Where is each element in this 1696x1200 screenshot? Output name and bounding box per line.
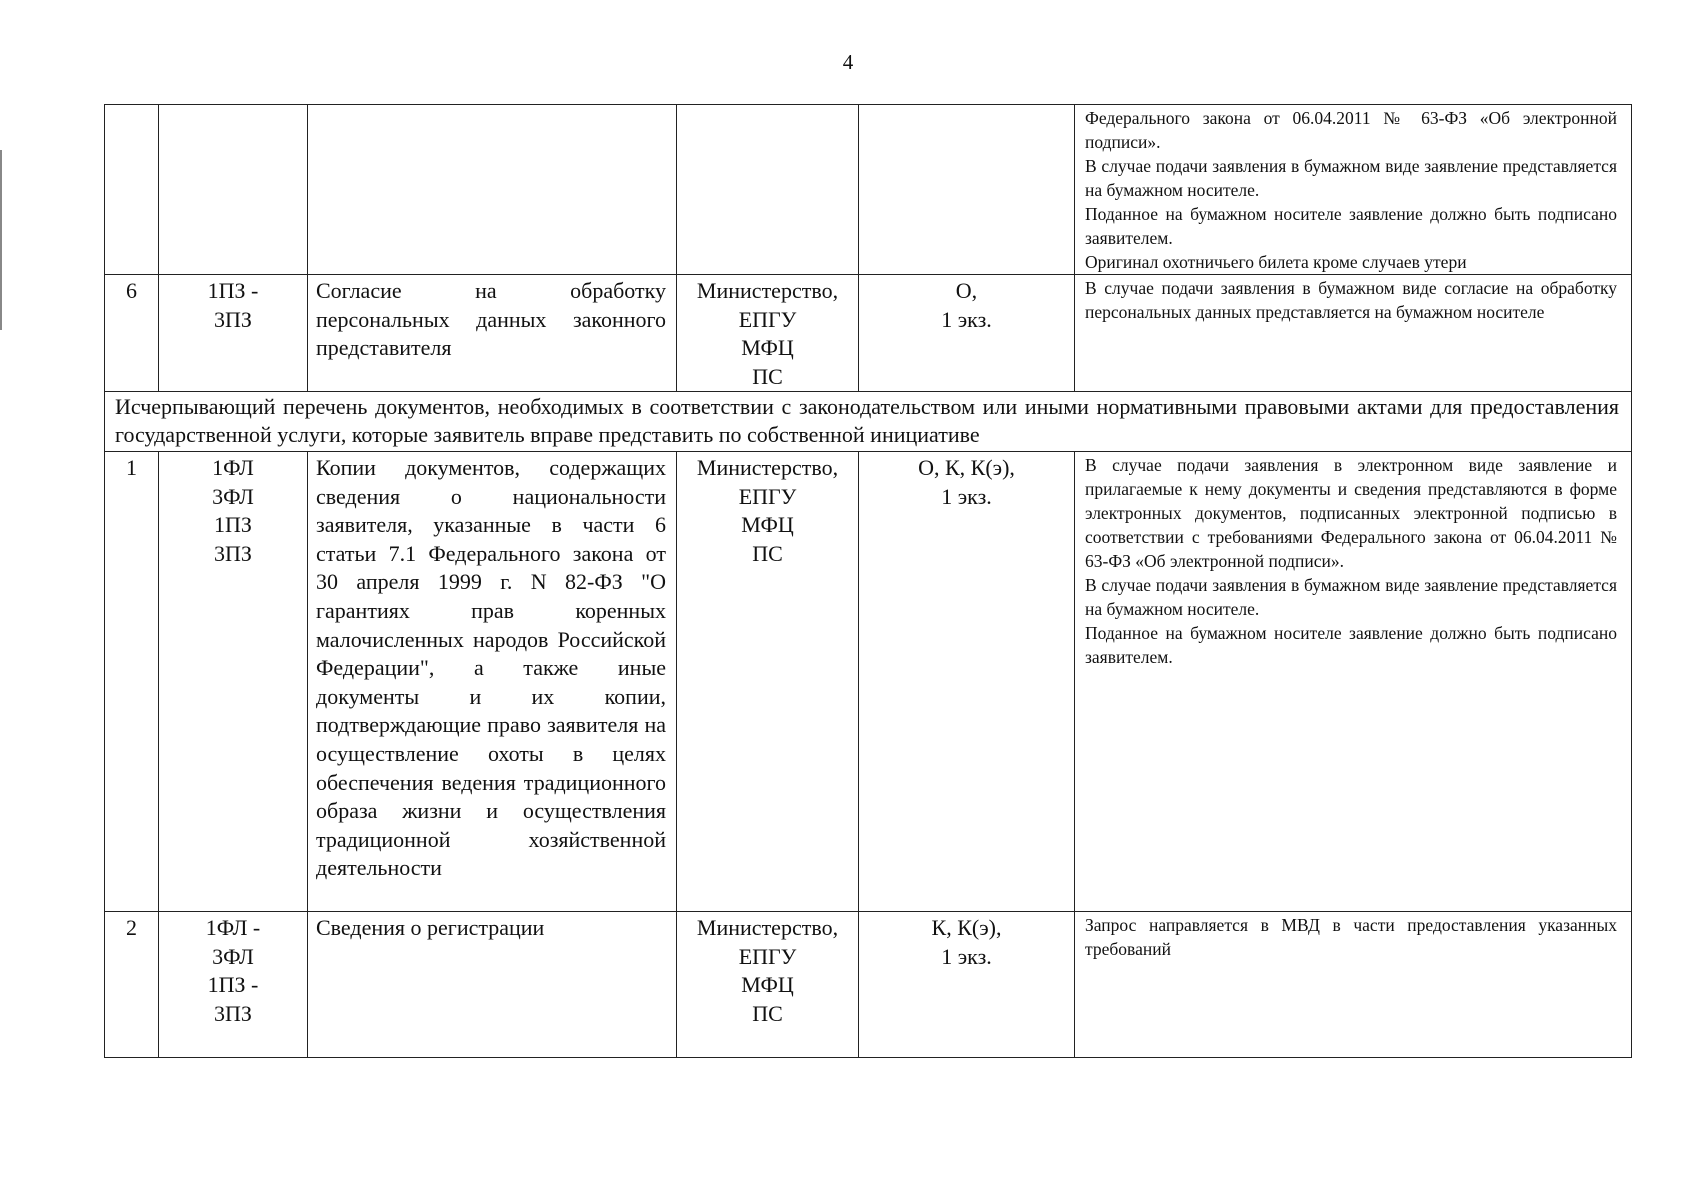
- category-code: 1ФЛ: [212, 455, 254, 480]
- category-code: 1ПЗ: [214, 512, 252, 537]
- form-value: О,: [955, 278, 978, 303]
- document-notes: [1075, 452, 1632, 912]
- channel: ПС: [752, 363, 783, 389]
- applicant-category: [159, 105, 308, 275]
- document-name: Согласие на обработку персональных данных законного представителя: [308, 275, 677, 392]
- document-notes: [1075, 105, 1632, 275]
- channel: ПС: [752, 540, 783, 566]
- channel: Министерство,: [696, 455, 839, 480]
- scan-edge-mark: [0, 150, 2, 330]
- channel: ПС: [752, 1000, 783, 1026]
- channel: ЕПГУ: [738, 306, 797, 332]
- row-number: [105, 105, 159, 275]
- form-value: 1 экз.: [941, 306, 992, 332]
- document-form: [859, 912, 1075, 1058]
- note-paragraph: В случае подачи заявления в электронном виде заявление и прилагаемые к нему документы и сведения представляются в форме электронных документов, подписанных электронной подписью в соответствии с требованиями Федерального закона от 06.04.2011 № 63-ФЗ «Об электронной подписи».: [1085, 455, 1617, 571]
- channel: МФЦ: [741, 972, 794, 997]
- submission-channels: [677, 275, 859, 392]
- form-value: 1 экз.: [941, 483, 992, 509]
- documents-table: [104, 104, 1632, 1058]
- channel: Министерство,: [696, 278, 839, 303]
- channel: ЕПГУ: [738, 483, 797, 509]
- page-number: 4: [842, 50, 854, 74]
- document-name: Копии документов, содержащих сведения о национальности заявителя, указанные в части 6 статьи 7.1 Федерального закона от 30 апреля 1999 г. N 82-ФЗ "О гарантиях прав коренных малочисленных народов Российской Федерации", а также иные документы и их копии, подтверждающие право заявителя на осуществление охоты в целях обеспечения ведения традиционного образа жизни и осуществления традиционной хозяйственной деятельности: [308, 452, 677, 912]
- note-paragraph: В случае подачи заявления в бумажном виде заявление представляется на бумажном носителе.: [1085, 156, 1617, 200]
- applicant-category: [159, 452, 308, 912]
- note-paragraph: Федерального закона от 06.04.2011 № 63-ФЗ «Об электронной подписи».: [1085, 108, 1617, 152]
- channel: ЕПГУ: [738, 943, 797, 969]
- section-heading: Исчерпывающий перечень документов, необходимых в соответствии с законодательством или иными нормативными правовыми актами для предоставления государственной услуги, которые заявитель вправе представить по собственной инициативе: [105, 392, 1632, 452]
- form-value: 1 экз.: [941, 943, 992, 969]
- table-row: [105, 105, 1632, 275]
- submission-channels: [677, 452, 859, 912]
- row-number: 2: [105, 912, 159, 1058]
- applicant-category: [159, 912, 308, 1058]
- note-paragraph: Поданное на бумажном носителе заявление должно быть подписано заявителем.: [1085, 204, 1617, 248]
- document-form: [859, 275, 1075, 392]
- channel: Министерство,: [696, 915, 839, 940]
- category-code: 1ПЗ -: [207, 278, 259, 303]
- note-paragraph: Оригинал охотничьего билета кроме случаев утери: [1085, 252, 1467, 272]
- form-value: О, К, К(э),: [918, 455, 1015, 480]
- note-paragraph: Запрос направляется в МВД в части предоставления указанных требований: [1085, 915, 1617, 959]
- channel: МФЦ: [741, 512, 794, 537]
- document-form: [859, 452, 1075, 912]
- form-value: К, К(э),: [931, 915, 1002, 940]
- document-name: Сведения о регистрации: [308, 912, 677, 1058]
- note-paragraph: В случае подачи заявления в бумажном виде согласие на обработку персональных данных представляется на бумажном носителе: [1085, 278, 1617, 322]
- document-form: [859, 105, 1075, 275]
- category-code: 3ФЛ: [212, 943, 254, 969]
- submission-channels: [677, 912, 859, 1058]
- row-number: 1: [105, 452, 159, 912]
- table-row: [105, 452, 1632, 912]
- category-code: 3ПЗ: [214, 1000, 252, 1026]
- table-row: [105, 912, 1632, 1058]
- submission-channels: [677, 105, 859, 275]
- section-heading-row: [105, 392, 1632, 452]
- category-code: 3ФЛ: [212, 483, 254, 509]
- note-paragraph: В случае подачи заявления в бумажном виде заявление представляется на бумажном носителе.: [1085, 575, 1617, 619]
- row-number: 6: [105, 275, 159, 392]
- table-row: [105, 275, 1632, 392]
- note-paragraph: Поданное на бумажном носителе заявление должно быть подписано заявителем.: [1085, 623, 1617, 667]
- category-code: 3ПЗ: [214, 540, 252, 566]
- applicant-category: [159, 275, 308, 392]
- document-notes: [1075, 912, 1632, 1058]
- category-code: 1ПЗ -: [207, 972, 259, 997]
- document-name: [308, 105, 677, 275]
- document-notes: [1075, 275, 1632, 392]
- category-code: 3ПЗ: [214, 306, 252, 332]
- category-code: 1ФЛ -: [205, 915, 261, 940]
- channel: МФЦ: [741, 335, 794, 360]
